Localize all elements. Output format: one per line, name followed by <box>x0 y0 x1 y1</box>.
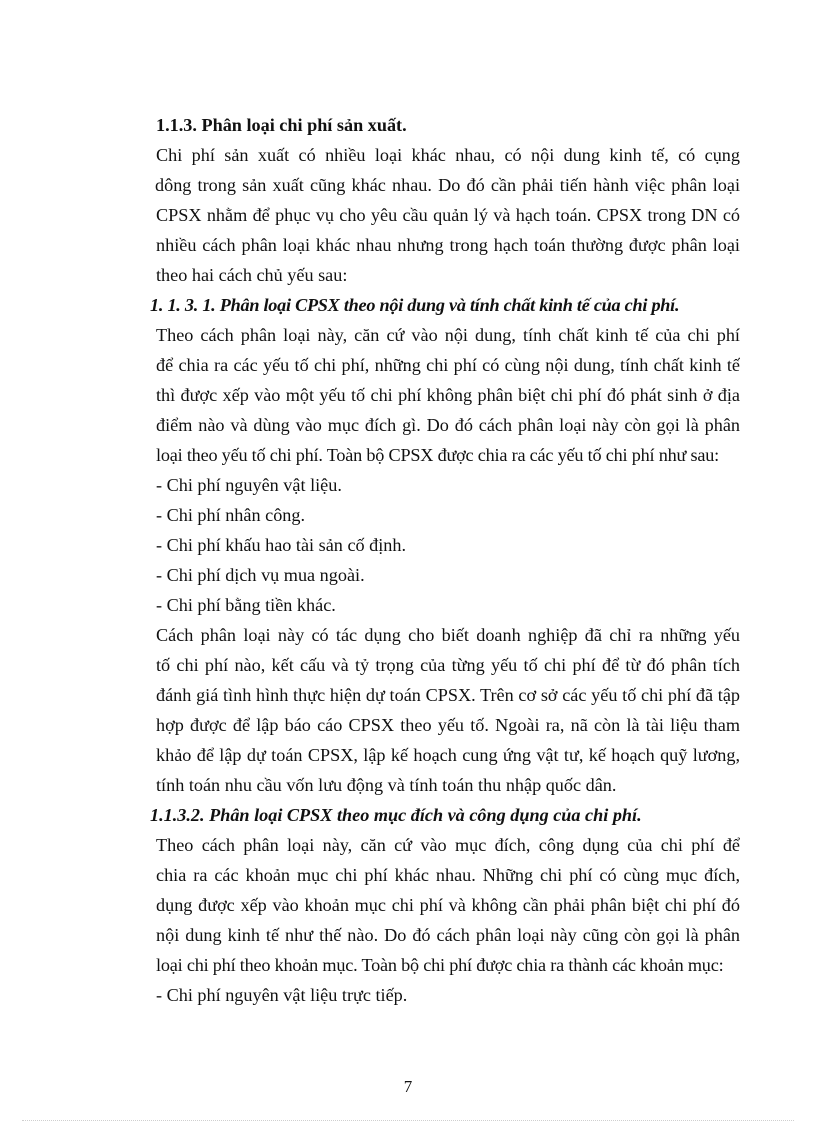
sub1-list-item: - Chi phí khấu hao tài sản cố định. <box>156 535 407 555</box>
sub1-list-item: - Chi phí dịch vụ mua ngoài. <box>156 565 365 585</box>
sub1-paragraph-line: điểm nào và dùng vào mục đích gì. Do đó cách phân loại này còn gọi là phân <box>156 415 740 435</box>
sub1-list-item: - Chi phí nguyên vật liệu. <box>156 475 342 495</box>
subsection-heading-1: 1. 1. 3. 1. Phân loại CPSX theo nội dung và tính chất kinh tế của chi phí. <box>150 295 680 315</box>
page-body <box>150 110 740 1010</box>
sub1-paragraph-line: Theo cách phân loại này, căn cứ vào nội dung, tính chất kinh tế của chi phí <box>156 325 740 345</box>
sub1-paragraph2-line: tính toán nhu cầu vốn lưu động và tính toán thu nhập quốc dân. <box>156 775 617 795</box>
sub1-paragraph-line: thì được xếp vào một yếu tố chi phí không phân biệt chi phí đó phát sinh ở địa <box>156 385 740 405</box>
page-bottom-rule <box>22 1120 794 1121</box>
intro-line: theo hai cách chủ yếu sau: <box>156 265 348 285</box>
intro-line: Chi phí sản xuất có nhiều loại khác nhau, có nội dung kinh tế, có cụng <box>156 145 740 165</box>
sub1-paragraph2-line: đánh giá tình hình thực hiện dự toán CPSX. Trên cơ sở các yếu tố chi phí đã tập <box>156 685 740 705</box>
sub1-paragraph-line: để chia ra các yếu tố chi phí, những chi phí có cùng nội dung, tính chất kinh tế <box>156 355 740 375</box>
sub1-paragraph-line: loại theo yếu tố chi phí. Toàn bộ CPSX được chia ra các yếu tố chi phí như sau: <box>156 445 719 465</box>
sub1-list-item: - Chi phí nhân công. <box>156 505 306 525</box>
subsection-heading-2: 1.1.3.2. Phân loại CPSX theo mục đích và công dụng của chi phí. <box>150 805 642 825</box>
sub2-paragraph-line: Theo cách phân loại này, căn cứ vào mục đích, công dụng của chi phí để <box>156 835 740 855</box>
sub1-paragraph2-line: khảo để lập dự toán CPSX, lập kế hoạch cung ứng vật tư, kế hoạch quỹ lương, <box>156 745 740 765</box>
sub1-paragraph2-line: tố chi phí nào, kết cấu và tỷ trọng của từng yếu tố chi phí để từ đó phân tích <box>156 655 740 675</box>
intro-line: dông trong sản xuất cũng khác nhau. Do đó cần phải tiến hành việc phân loại <box>155 175 740 195</box>
sub2-paragraph-line: dụng được xếp vào khoản mục chi phí và không cần phải phân biệt chi phí đó <box>156 895 740 915</box>
sub2-paragraph-line: loại chi phí theo khoản mục. Toàn bộ chi phí được chia ra thành các khoản mục: <box>156 955 724 975</box>
sub2-paragraph-line: nội dung kinh tế như thế nào. Do đó cách phân loại này cũng còn gọi là phân <box>156 925 740 945</box>
sub2-list-item: - Chi phí nguyên vật liệu trực tiếp. <box>156 985 408 1005</box>
sub1-list-item: - Chi phí bằng tiền khác. <box>156 595 336 615</box>
page-number: 7 <box>403 1077 413 1096</box>
section-heading: 1.1.3. Phân loại chi phí sản xuất. <box>156 115 407 135</box>
intro-line: nhiều cách phân loại khác nhau nhưng trong hạch toán thường được phân loại <box>156 235 740 255</box>
sub1-paragraph2-line: hợp được để lập báo cáo CPSX theo yếu tố. Ngoài ra, nã còn là tài liệu tham <box>156 715 740 735</box>
intro-line: CPSX nhằm để phục vụ cho yêu cầu quản lý và hạch toán. CPSX trong DN có <box>156 205 740 225</box>
sub1-paragraph2-line: Cách phân loại này có tác dụng cho biết doanh nghiệp đã chỉ ra những yếu <box>156 625 740 645</box>
sub2-paragraph-line: chia ra các khoản mục chi phí khác nhau. Những chi phí có cùng mục đích, <box>156 865 740 885</box>
